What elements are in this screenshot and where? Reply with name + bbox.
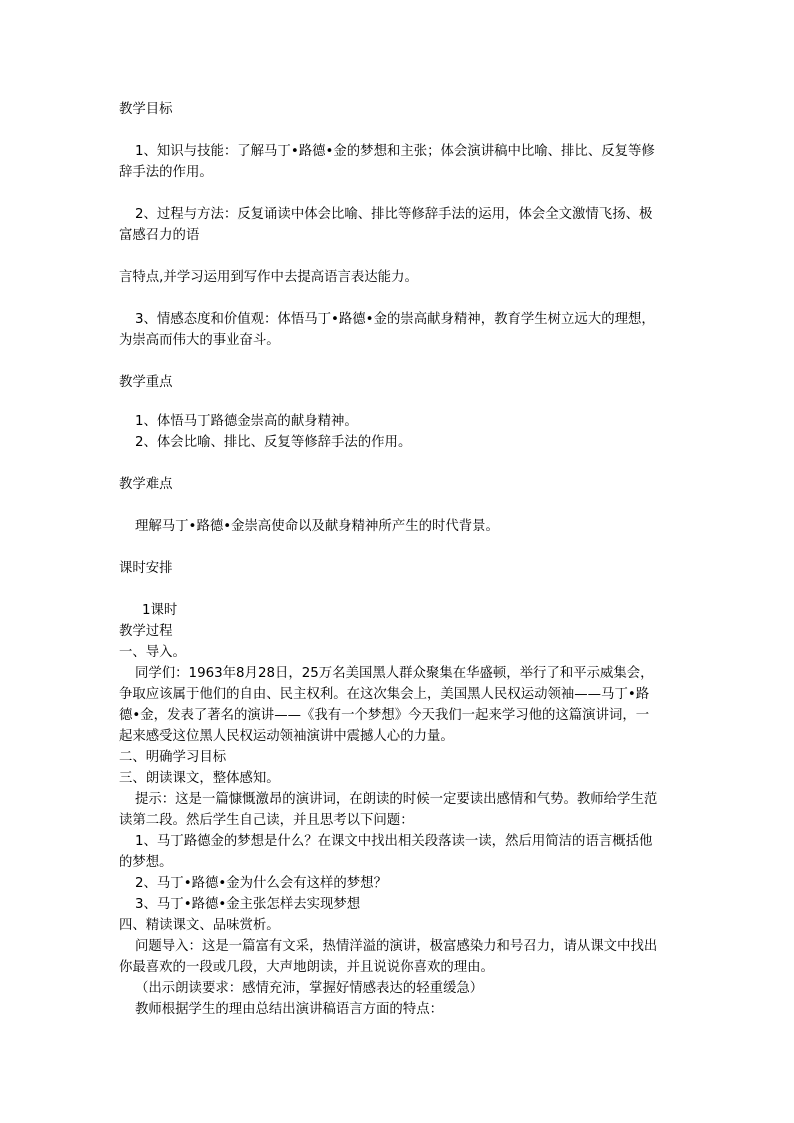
- process-step-4-line-1: 问题导入：这是一篇富有文采，热情洋溢的演讲，极富感染力和号召力，请从课文中找出: [135, 939, 658, 954]
- process-step-1-line-4: 起来感受这位黑人民权运动领袖演讲中震撼人心的力量。: [119, 729, 454, 744]
- process-step-3-heading: 三、朗读课文，整体感知。: [119, 771, 280, 786]
- process-step-1-line-2: 争取应该属于他们的自由、民主权利。在这次集会上，美国黑人民权运动领袖——马丁•路: [119, 687, 650, 702]
- heading-process: 教学过程: [119, 624, 173, 639]
- heading-objectives: 教学目标: [119, 102, 173, 117]
- focus-item-1: 1、体悟马丁路德金崇高的献身精神。: [135, 414, 358, 429]
- heading-focus: 教学重点: [119, 375, 173, 390]
- question-2: 2、马丁•路德•金为什么会有这样的梦想？: [135, 876, 387, 891]
- process-step-4-line-3: 教师根据学生的理由总结出演讲稿语言方面的特点：: [135, 1002, 443, 1017]
- objective-2-line-1: 2、过程与方法：反复诵读中体会比喻、排比等修辞手法的运用，体会全文激情飞扬、极: [135, 207, 653, 222]
- question-1-line-2: 的梦想。: [119, 855, 173, 870]
- question-1-line-1: 1、马丁路德金的梦想是什么？在课文中找出相关段落读一读，然后用简洁的语言概括他: [135, 834, 653, 849]
- objective-2-line-3: 言特点,并学习运用到写作中去提高语言表达能力。: [119, 270, 418, 285]
- process-step-4-heading: 四、精读课文、品味赏析。: [119, 918, 280, 933]
- objective-1-line-2: 辞手法的作用。: [119, 165, 213, 180]
- objective-3-line-1: 3、情感态度和价值观：体悟马丁•路德•金的崇高献身精神，教育学生树立远大的理想，: [135, 312, 655, 327]
- process-step-3-line-2: 读第二段。然后学生自己读，并且思考以下问题：: [119, 813, 414, 828]
- heading-difficulty: 教学难点: [119, 477, 173, 492]
- heading-schedule: 课时安排: [119, 561, 173, 576]
- objective-1-line-1: 1、知识与技能：了解马丁•路德•金的梦想和主张；体会演讲稿中比喻、排比、反复等修: [135, 144, 655, 159]
- process-step-1-heading: 一、导入。: [119, 645, 186, 660]
- process-step-3-line-1: 提示：这是一篇慷慨激昂的演讲词，在朗读的时候一定要读出感情和气势。教师给学生范: [135, 792, 658, 807]
- process-step-2-heading: 二、明确学习目标: [119, 750, 227, 765]
- focus-item-2: 2、体会比喻、排比、反复等修辞手法的作用。: [135, 435, 412, 450]
- objective-3-line-2: 为崇高而伟大的事业奋斗。: [119, 333, 280, 348]
- reading-requirement: （出示朗读要求：感情充沛，掌握好情感表达的轻重缓急）: [135, 981, 484, 996]
- process-step-4-line-2: 你最喜欢的一段或几段，大声地朗读，并且说说你喜欢的理由。: [119, 960, 494, 975]
- objective-2-line-2: 富感召力的语: [119, 228, 200, 243]
- difficulty-item: 理解马丁•路德•金崇高使命以及献身精神所产生的时代背景。: [135, 519, 499, 534]
- process-step-1-line-1: 同学们：1963年8月28日，25万名美国黑人群众聚集在华盛顿，举行了和平示威集会，: [135, 666, 654, 681]
- question-3: 3、马丁•路德•金主张怎样去实现梦想: [135, 897, 361, 912]
- schedule-item: 1课时: [142, 603, 178, 618]
- process-step-1-line-3: 德•金，发表了著名的演讲——《我有一个梦想》今天我们一起来学习他的这篇演讲词，一: [119, 708, 650, 723]
